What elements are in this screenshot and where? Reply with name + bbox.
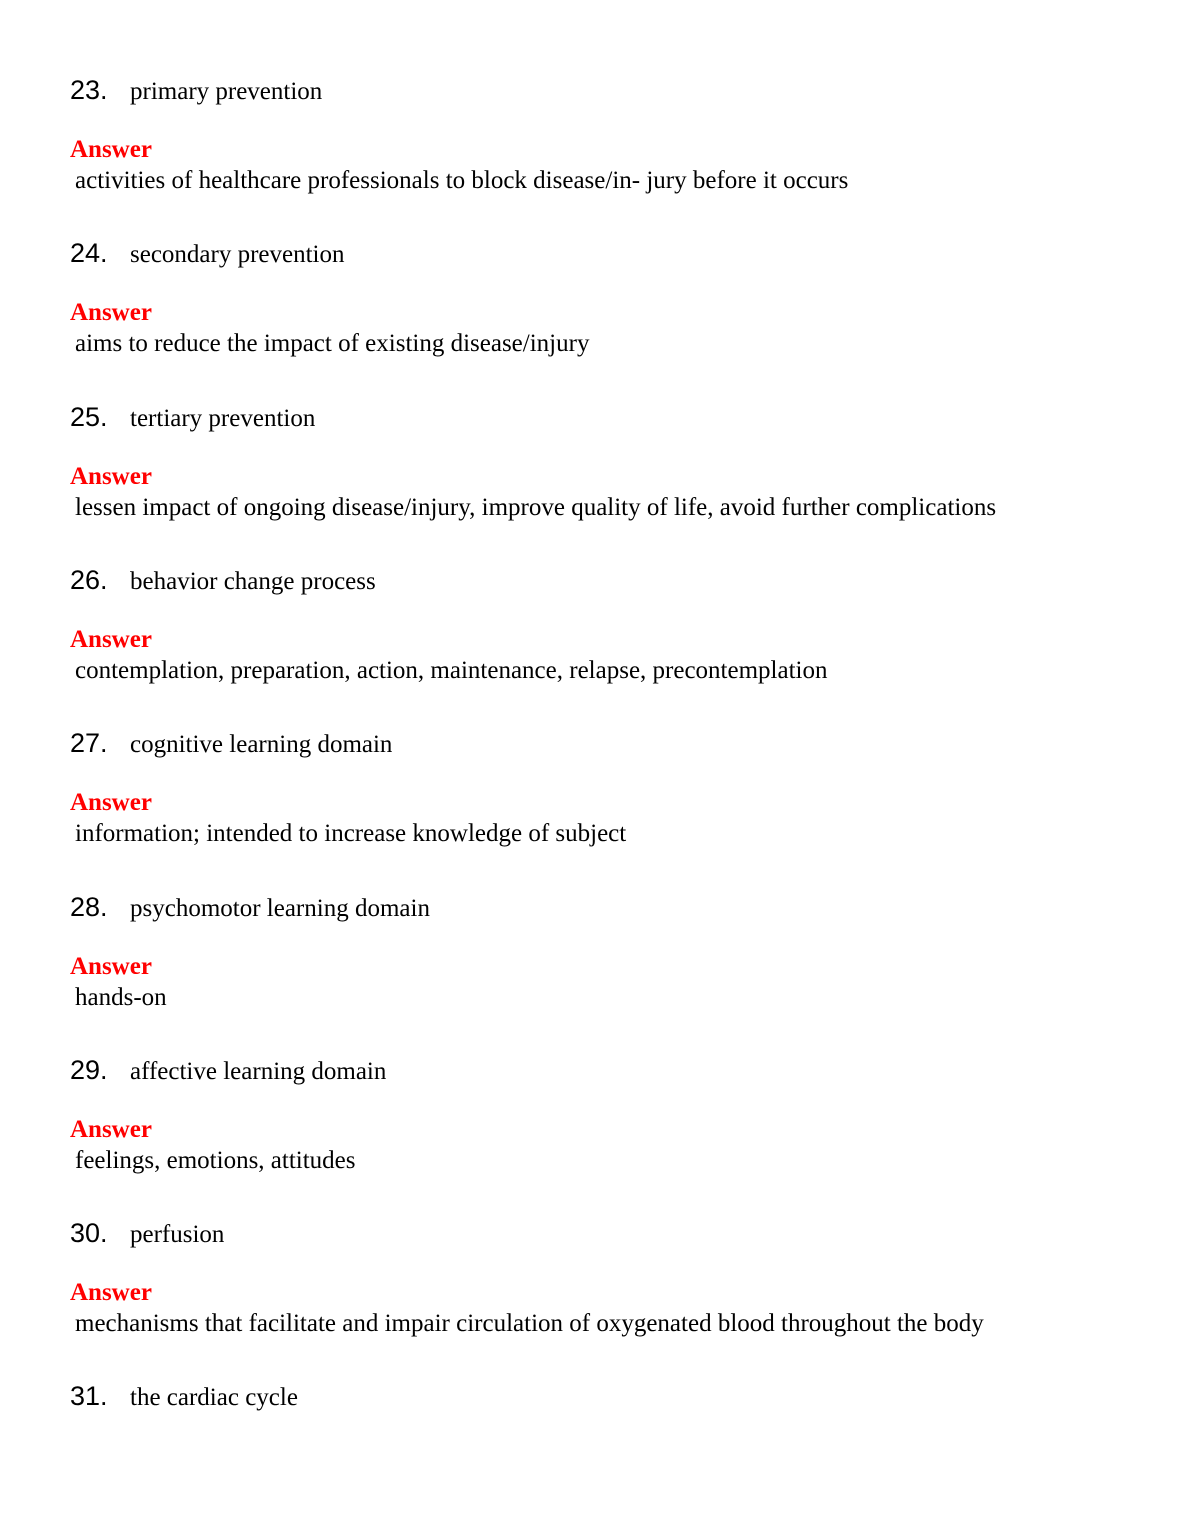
answer-text: activities of healthcare professionals to block disease/in- jury before it occurs — [75, 167, 849, 194]
question-number: 27. — [70, 728, 108, 759]
question-term: behavior change process — [130, 567, 376, 595]
answer-text: feelings, emotions, attitudes — [75, 1146, 356, 1174]
answer-text: contemplation, preparation, action, maintenance, relapse, precontemplation — [75, 656, 828, 684]
question-term: cognitive learning domain — [130, 731, 393, 759]
question-number: 25. — [70, 401, 108, 432]
answer-text: hands-on — [75, 983, 167, 1011]
question-item — [0, 726, 1190, 866]
answer-label: Answer — [70, 1115, 152, 1143]
question-term: affective learning domain — [130, 1057, 387, 1085]
question-term: psychomotor learning domain — [130, 894, 430, 922]
answer-label: Answer — [70, 625, 152, 653]
question-number: 29. — [70, 1054, 108, 1085]
question-term: secondary prevention — [130, 241, 345, 269]
question-item — [0, 1216, 1190, 1356]
question-number: 23. — [70, 75, 108, 105]
answer-label: Answer — [70, 789, 152, 817]
question-number: 24. — [70, 238, 108, 269]
question-term: the cardiac cycle — [130, 1384, 298, 1412]
question-item — [0, 563, 1190, 703]
answer-label: Answer — [70, 299, 152, 327]
question-number: 31. — [70, 1381, 108, 1412]
answer-label: Answer — [70, 462, 152, 490]
question-item — [0, 236, 1190, 376]
question-term: tertiary prevention — [130, 404, 316, 432]
question-number: 30. — [70, 1218, 108, 1249]
question-item — [0, 400, 1190, 540]
question-item — [0, 1379, 1190, 1519]
question-term: primary prevention — [130, 78, 323, 105]
answer-label: Answer — [70, 136, 152, 163]
answer-text: aims to reduce the impact of existing disease/injury — [75, 330, 590, 358]
answer-label: Answer — [70, 952, 152, 980]
question-item — [0, 1053, 1190, 1193]
answer-text: mechanisms that facilitate and impair circulation of oxygenated blood throughout the body — [75, 1310, 984, 1338]
question-item — [0, 890, 1190, 1030]
question-number: 26. — [70, 564, 108, 595]
question-term: perfusion — [130, 1221, 225, 1249]
answer-text: information; intended to increase knowledge of subject — [75, 820, 627, 848]
question-number: 28. — [70, 891, 108, 922]
question-item — [0, 73, 1190, 213]
answer-text: lessen impact of ongoing disease/injury, improve quality of life, avoid further complications — [75, 493, 997, 521]
answer-label: Answer — [70, 1279, 152, 1307]
